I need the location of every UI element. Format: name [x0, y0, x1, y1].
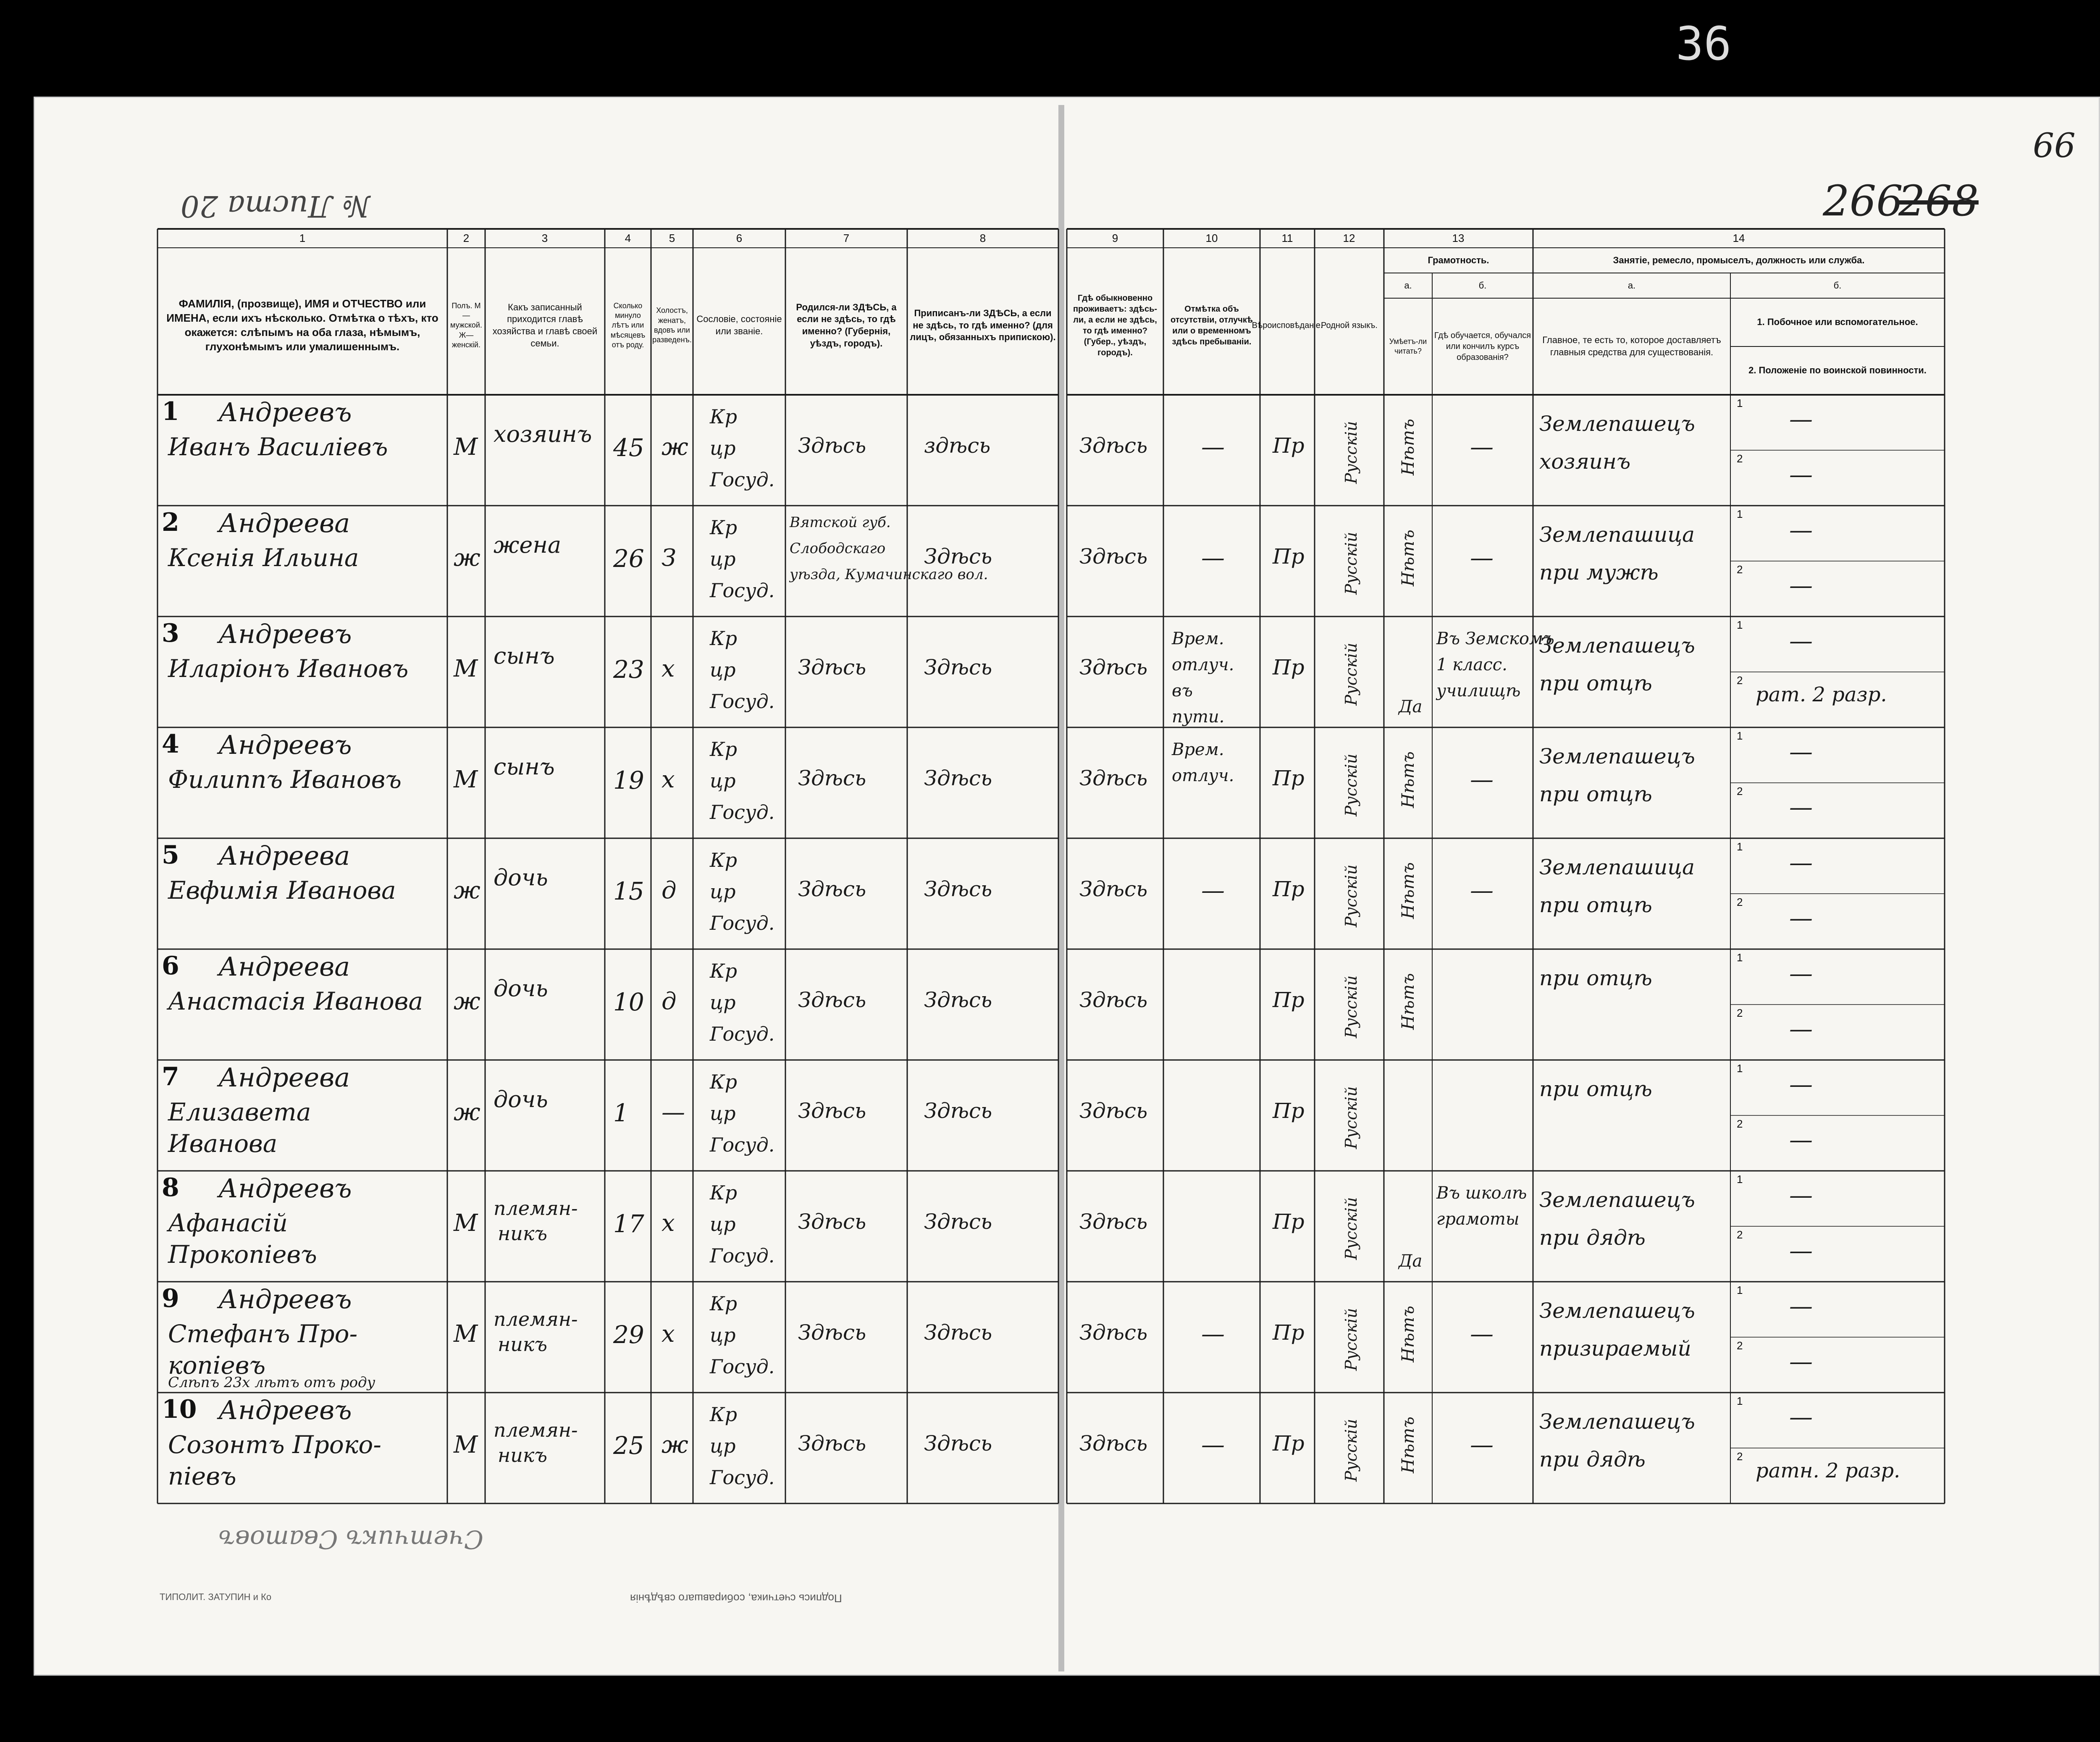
column-number: 3	[541, 232, 548, 244]
military-status: —	[1789, 905, 1813, 932]
native-language: Русскій	[1342, 1086, 1360, 1149]
disability-note: Слѣпъ 23х лѣтъ отъ роду	[168, 1374, 375, 1391]
main-occupation-2: хозяинъ	[1539, 449, 1631, 474]
sex: М	[454, 655, 478, 682]
can-read: Да	[1399, 1251, 1423, 1271]
marital-status: д	[662, 988, 677, 1015]
age: 19	[613, 766, 644, 795]
marital-status: д	[662, 877, 677, 904]
header-occupation-b-letter: б.	[1833, 280, 1842, 291]
column-number: 2	[463, 232, 470, 244]
religion: Пр	[1273, 1320, 1305, 1345]
main-occupation-2: призираемый	[1539, 1336, 1691, 1361]
main-occupation-2: при отцѣ	[1539, 671, 1652, 695]
absence-note: въ	[1172, 681, 1193, 700]
relation: племян-	[494, 1197, 578, 1220]
old-page-number: 268	[1898, 176, 1979, 226]
surname: Андреева	[218, 840, 350, 871]
given-name: Филиппъ Ивановъ	[168, 765, 402, 794]
edge-mark: 66	[2033, 126, 2076, 165]
sex: ж	[454, 988, 480, 1015]
column-number: 9	[1112, 232, 1118, 244]
main-occupation: при отцѣ	[1539, 1077, 1652, 1101]
can-read: Да	[1399, 697, 1423, 716]
birthplace: Здѣсь	[798, 1099, 866, 1123]
usual-residence: Здѣсь	[1079, 1431, 1148, 1456]
marital-status: З	[662, 544, 676, 572]
given-name: Иларіонъ Ивановъ	[168, 654, 409, 683]
estate: Госуд.	[710, 1133, 775, 1156]
header-literacy-b-letter: б.	[1478, 280, 1487, 291]
education: грамоты	[1436, 1209, 1520, 1229]
surname: Андреевъ	[218, 1173, 352, 1204]
military-status-label: 2	[1737, 896, 1743, 908]
relation: сынъ	[494, 643, 555, 669]
estate: цр	[710, 991, 736, 1014]
side-occupation-label: 1	[1737, 1284, 1743, 1296]
enumerator-signature-caption: Подпись счетчика, собиравшаго свѣдѣнія	[630, 1592, 842, 1605]
absence-note: отлуч.	[1172, 655, 1234, 674]
header-literacy-a-letter: а.	[1404, 280, 1412, 291]
military-status-label: 2	[1737, 1450, 1743, 1463]
military-status-label: 2	[1737, 785, 1743, 798]
column-number: 7	[843, 232, 850, 244]
header-religion: Вѣроисповѣданіе.	[1252, 321, 1323, 330]
row-number: 2	[162, 508, 179, 537]
birthplace: Здѣсь	[798, 1320, 866, 1345]
side-occupation: —	[1789, 1404, 1813, 1431]
estate: Госуд.	[710, 468, 775, 491]
native-language: Русскій	[1342, 1419, 1360, 1482]
marital-status: ж	[662, 1431, 688, 1459]
header-absence: Отмѣтка объ отсутствіи, отлучкѣ или о временномъ здѣсь пребываніи.	[1171, 304, 1253, 346]
relation-2: никъ	[498, 1444, 548, 1467]
relation: хозяинъ	[494, 421, 592, 447]
native-language: Русскій	[1342, 532, 1360, 595]
usual-residence: Здѣсь	[1079, 766, 1148, 790]
sex: М	[454, 1209, 478, 1237]
main-occupation: при отцѣ	[1539, 966, 1652, 990]
usual-residence: Здѣсь	[1079, 544, 1148, 569]
surname: Андреева	[218, 508, 350, 538]
military-status-label: 2	[1737, 1118, 1743, 1130]
religion: Пр	[1273, 988, 1305, 1012]
birthplace: Здѣсь	[798, 655, 866, 679]
birthplace: Здѣсь	[798, 433, 866, 458]
absence-note: пути.	[1172, 707, 1225, 727]
sex: М	[454, 433, 478, 461]
column-number: 11	[1281, 232, 1293, 244]
sex: ж	[454, 877, 480, 904]
estate: Кр	[710, 1070, 738, 1093]
main-occupation-2: при отцѣ	[1539, 782, 1652, 806]
main-occupation: Землепашецъ	[1539, 633, 1695, 658]
absence-note: отлуч.	[1172, 766, 1234, 785]
estate: Кр	[710, 1403, 738, 1426]
printer-mark: ТИПОЛИТ. ЗАТУПИН и Ко	[160, 1592, 272, 1602]
header-relation: Какъ записанный приходится главѣ хозяйства и главѣ своей семьи.	[492, 302, 598, 349]
surname: Андреева	[218, 1062, 350, 1093]
header-registered: Приписанъ-ли ЗДѢСЬ, а если не здѣсь, то гдѣ именно? (для лицъ, обязанныхъ припискою).	[910, 308, 1056, 343]
main-occupation: Землепашецъ	[1539, 744, 1695, 769]
estate: Кр	[710, 738, 738, 761]
estate: Госуд.	[710, 1244, 775, 1267]
estate: цр	[710, 880, 736, 903]
military-status: —	[1789, 794, 1813, 821]
header-occupation: Занятіе, ремесло, промыселъ, должность или служба.	[1613, 254, 1865, 265]
column-number: 12	[1343, 232, 1355, 244]
row-number: 10	[162, 1395, 197, 1424]
education: училищѣ	[1436, 681, 1521, 700]
side-occupation-label: 1	[1737, 951, 1743, 964]
relation: племян-	[494, 1419, 578, 1441]
marital-status: ж	[662, 433, 688, 461]
education: —	[1470, 433, 1494, 461]
can-read: Нѣтъ	[1399, 751, 1418, 808]
marital-status: х	[662, 766, 675, 793]
religion: Пр	[1273, 766, 1305, 790]
estate: Кр	[710, 516, 738, 539]
header-language: Родной языкъ.	[1321, 321, 1378, 330]
can-read: Нѣтъ	[1399, 862, 1418, 919]
registered-at: Здѣсь	[924, 544, 992, 569]
row-number: 9	[162, 1284, 179, 1313]
relation: племян-	[494, 1308, 578, 1330]
relation-2: никъ	[498, 1333, 548, 1356]
registered-at: Здѣсь	[924, 655, 992, 679]
relation: дочь	[494, 864, 548, 891]
usual-residence: Здѣсь	[1079, 988, 1148, 1012]
row-number: 6	[162, 951, 179, 981]
relation: жена	[494, 532, 562, 558]
native-language: Русскій	[1342, 753, 1360, 816]
surname: Андреевъ	[218, 619, 352, 649]
age: 1	[613, 1099, 629, 1127]
main-occupation: Землепашица	[1539, 855, 1695, 879]
given-name: Елизавета	[168, 1098, 311, 1126]
side-occupation-label: 1	[1737, 1062, 1743, 1075]
native-language: Русскій	[1342, 864, 1360, 927]
relation: дочь	[494, 975, 548, 1002]
surname: Андреевъ	[218, 1395, 352, 1425]
given-name-2: Прокопіевъ	[168, 1240, 317, 1269]
side-occupation: —	[1789, 738, 1813, 766]
main-occupation-2: при мужѣ	[1539, 560, 1659, 585]
absence-note: —	[1201, 1320, 1225, 1348]
given-name: Иванъ Василіевъ	[168, 433, 388, 461]
estate: Госуд.	[710, 912, 775, 934]
birthplace: Здѣсь	[798, 1431, 866, 1456]
given-name: Анастасія Иванова	[168, 987, 423, 1015]
military-status: —	[1789, 1348, 1813, 1375]
military-status: ратн. 2 разр.	[1756, 1459, 1900, 1482]
header-side-occupation: 1. Побочное или вспомогательное.	[1757, 317, 1918, 328]
row-number: 5	[162, 840, 179, 870]
education: —	[1470, 1431, 1494, 1459]
main-occupation-2: при отцѣ	[1539, 893, 1652, 917]
row-number: 1	[162, 397, 179, 426]
birthplace: уѣзда, Кумачинскаго вол.	[790, 566, 988, 583]
estate: Госуд.	[710, 1023, 775, 1045]
row-number: 4	[162, 729, 179, 759]
military-status-label: 2	[1737, 563, 1743, 576]
age: 45	[613, 433, 644, 462]
marital-status: х	[662, 655, 675, 682]
header-age: Сколько минуло лѣтъ или мѣсяцевъ отъ роду.	[610, 301, 646, 349]
can-read: Нѣтъ	[1399, 1306, 1418, 1362]
header-born: Родился-ли ЗДѢСЬ, а если не здѣсь, то гдѣ именно? (Губернія, уѣздъ, городъ).	[796, 302, 897, 349]
military-status: —	[1789, 1015, 1813, 1043]
relation: дочь	[494, 1086, 548, 1112]
main-occupation: Землепашецъ	[1539, 1299, 1695, 1323]
side-occupation: —	[1789, 1071, 1813, 1098]
header-estate: Сословіе, состояніе или званіе.	[696, 314, 782, 336]
estate: цр	[710, 437, 736, 459]
column-number: 1	[299, 232, 306, 244]
row-number: 7	[162, 1062, 179, 1091]
military-status: рат. 2 разр.	[1756, 683, 1887, 706]
main-occupation: Землепашецъ	[1539, 1409, 1695, 1434]
military-status-label: 2	[1737, 1228, 1743, 1241]
military-status: —	[1789, 1126, 1813, 1154]
religion: Пр	[1273, 544, 1305, 569]
birthplace: Здѣсь	[798, 988, 866, 1012]
education: —	[1470, 1320, 1494, 1348]
registered-at: Здѣсь	[924, 877, 992, 901]
relation: сынъ	[494, 753, 555, 780]
military-status: —	[1789, 1237, 1813, 1265]
sheet-label: № Листа 20	[181, 189, 370, 223]
estate: Кр	[710, 960, 738, 982]
row-number: 3	[162, 619, 179, 648]
marital-status: —	[662, 1099, 685, 1126]
military-status: —	[1789, 572, 1813, 599]
military-status-label: 2	[1737, 1339, 1743, 1352]
usual-residence: Здѣсь	[1079, 1099, 1148, 1123]
header-education: Гдѣ обучается, обучался или кончилъ курсъ образованія?	[1434, 331, 1531, 362]
column-number: 8	[979, 232, 986, 244]
military-status-label: 2	[1737, 1007, 1743, 1019]
estate: Госуд.	[710, 690, 775, 713]
side-occupation-label: 1	[1737, 619, 1743, 631]
usual-residence: Здѣсь	[1079, 655, 1148, 679]
header-sex: Полъ. М—мужской. Ж—женскій.	[450, 301, 482, 349]
estate: цр	[710, 1324, 736, 1346]
given-name: Созонтъ Проко-	[168, 1430, 381, 1459]
registered-at: Здѣсь	[924, 766, 992, 790]
header-name: ФАМИЛІЯ, (прозвище), ИМЯ и ОТЧЕСТВО или ИМЕНА, если ихъ нѣсколько. Отмѣтка о тѣхъ, кто окажется: слѣпымъ на оба глаза, нѣмымъ, глухонѣмымъ или умалишеннымъ.	[166, 297, 438, 353]
religion: Пр	[1273, 433, 1305, 458]
birthplace: Здѣсь	[798, 877, 866, 901]
estate: Госуд.	[710, 1355, 775, 1378]
education: —	[1470, 544, 1494, 572]
main-occupation-2: при дядѣ	[1539, 1447, 1646, 1472]
given-name-2: піевъ	[168, 1462, 236, 1490]
given-name: Евфимія Иванова	[168, 876, 396, 905]
education: —	[1470, 877, 1494, 904]
usual-residence: Здѣсь	[1079, 877, 1148, 901]
estate: Госуд.	[710, 801, 775, 824]
sex: М	[454, 1320, 478, 1348]
religion: Пр	[1273, 1099, 1305, 1123]
estate: Кр	[710, 1292, 738, 1315]
can-read: Нѣтъ	[1399, 1417, 1418, 1473]
absence-note: Врем.	[1172, 629, 1224, 648]
estate: цр	[710, 1213, 736, 1236]
header-occupation-a-letter: а.	[1628, 280, 1636, 291]
side-occupation: —	[1789, 849, 1813, 876]
side-occupation: —	[1789, 406, 1813, 433]
marital-status: х	[662, 1320, 675, 1348]
native-language: Русскій	[1342, 421, 1360, 484]
sex: М	[454, 1431, 478, 1459]
birthplace: Слободскаго	[790, 540, 886, 557]
sex: ж	[454, 544, 480, 572]
row-number: 8	[162, 1173, 179, 1202]
native-language: Русскій	[1342, 975, 1360, 1038]
side-occupation: —	[1789, 1182, 1813, 1209]
usual-residence: Здѣсь	[1079, 1320, 1148, 1345]
military-status: —	[1789, 461, 1813, 488]
estate: Кр	[710, 405, 738, 428]
estate: цр	[710, 1435, 736, 1457]
main-occupation: Землепашецъ	[1539, 412, 1695, 436]
registered-at: Здѣсь	[924, 1099, 992, 1123]
usual-residence: Здѣсь	[1079, 1209, 1148, 1234]
age: 29	[613, 1320, 644, 1349]
header-marital: Холостъ, женатъ, вдовъ или разведенъ.	[652, 306, 692, 344]
side-occupation: —	[1789, 517, 1813, 544]
enumerator-signature: Счетчикъ Сватовъ	[218, 1524, 484, 1554]
estate: Кр	[710, 1181, 738, 1204]
given-name: Афанасій	[168, 1209, 288, 1237]
sex: М	[454, 766, 478, 793]
education: 1 класс.	[1436, 655, 1507, 674]
sex: ж	[454, 1099, 480, 1126]
given-name: Ксенія Ильина	[168, 543, 359, 572]
absence-note: —	[1201, 1431, 1225, 1459]
header-main-occupation: Главное, те есть то, которое доставляетъ главныя средства для существованія.	[1542, 335, 1721, 357]
age: 10	[613, 988, 644, 1016]
age: 15	[613, 877, 644, 905]
column-number: 14	[1732, 232, 1745, 244]
military-status-label: 2	[1737, 674, 1743, 687]
education: Въ школѣ	[1436, 1183, 1527, 1203]
header-resides: Гдѣ обыкновенно проживаетъ: здѣсь-ли, а если не здѣсь, то гдѣ именно? (Губер., уѣздъ, городъ).	[1073, 294, 1158, 357]
estate: Госуд.	[710, 1466, 775, 1489]
header-literacy: Грамотность.	[1428, 254, 1489, 265]
estate: Госуд.	[710, 579, 775, 602]
age: 17	[613, 1209, 644, 1238]
side-occupation-label: 1	[1737, 840, 1743, 853]
military-status-label: 2	[1737, 452, 1743, 465]
registered-at: здѣсь	[924, 433, 991, 458]
corner-number: 36	[1676, 17, 1732, 71]
given-name: Стефанъ Про-	[168, 1320, 358, 1348]
given-name-2: Иванова	[168, 1129, 278, 1158]
side-occupation-label: 1	[1737, 729, 1743, 742]
estate: цр	[710, 548, 736, 570]
main-occupation: Землепашица	[1539, 522, 1695, 547]
usual-residence: Здѣсь	[1079, 433, 1148, 458]
registered-at: Здѣсь	[924, 988, 992, 1012]
estate: Кр	[710, 849, 738, 871]
registered-at: Здѣсь	[924, 1209, 992, 1234]
given-name-2: копіевъ	[168, 1351, 266, 1380]
surname: Андреева	[218, 951, 350, 982]
age: 23	[613, 655, 644, 684]
surname: Андреевъ	[218, 397, 352, 428]
relation-2: никъ	[498, 1222, 548, 1245]
estate: цр	[710, 1102, 736, 1125]
estate: цр	[710, 658, 736, 681]
birthplace: Здѣсь	[798, 766, 866, 790]
native-language: Русскій	[1342, 643, 1360, 706]
birthplace: Здѣсь	[798, 1209, 866, 1234]
column-number: 10	[1205, 232, 1218, 244]
side-occupation-label: 1	[1737, 508, 1743, 520]
can-read: Нѣтъ	[1399, 419, 1418, 475]
absence-note: —	[1201, 544, 1225, 572]
side-occupation: —	[1789, 627, 1813, 655]
can-read: Нѣтъ	[1399, 530, 1418, 586]
registered-at: Здѣсь	[924, 1431, 992, 1456]
column-number: 4	[625, 232, 631, 244]
age: 25	[613, 1431, 644, 1460]
can-read: Нѣтъ	[1399, 973, 1418, 1030]
birthplace: Вятской губ.	[790, 514, 891, 531]
side-occupation: —	[1789, 1293, 1813, 1320]
estate: цр	[710, 769, 736, 792]
estate: Кр	[710, 627, 738, 650]
surname: Андреевъ	[218, 729, 352, 760]
side-occupation-label: 1	[1737, 1173, 1743, 1186]
education: Въ Земскомъ	[1436, 629, 1554, 648]
column-number: 6	[736, 232, 743, 244]
main-occupation: Землепашецъ	[1539, 1188, 1695, 1212]
side-occupation-label: 1	[1737, 397, 1743, 409]
main-occupation-2: при дядѣ	[1539, 1225, 1646, 1250]
column-number: 5	[669, 232, 675, 244]
religion: Пр	[1273, 1209, 1305, 1234]
header-military: 2. Положеніе по воинской повинности.	[1748, 365, 1927, 376]
side-occupation-label: 1	[1737, 1395, 1743, 1407]
page-number: 266	[1823, 176, 1903, 226]
religion: Пр	[1273, 655, 1305, 679]
religion: Пр	[1273, 1431, 1305, 1456]
side-occupation: —	[1789, 960, 1813, 987]
age: 26	[613, 544, 644, 573]
native-language: Русскій	[1342, 1308, 1360, 1371]
marital-status: х	[662, 1209, 675, 1237]
registered-at: Здѣсь	[924, 1320, 992, 1345]
religion: Пр	[1273, 877, 1305, 901]
native-language: Русскій	[1342, 1197, 1360, 1260]
education: —	[1470, 766, 1494, 793]
absence-note: —	[1201, 877, 1225, 904]
absence-note: —	[1201, 433, 1225, 461]
absence-note: Врем.	[1172, 740, 1224, 759]
surname: Андреевъ	[218, 1284, 352, 1314]
column-number: 13	[1452, 232, 1465, 244]
header-can-read: Умѣетъ-ли читать?	[1389, 337, 1427, 355]
